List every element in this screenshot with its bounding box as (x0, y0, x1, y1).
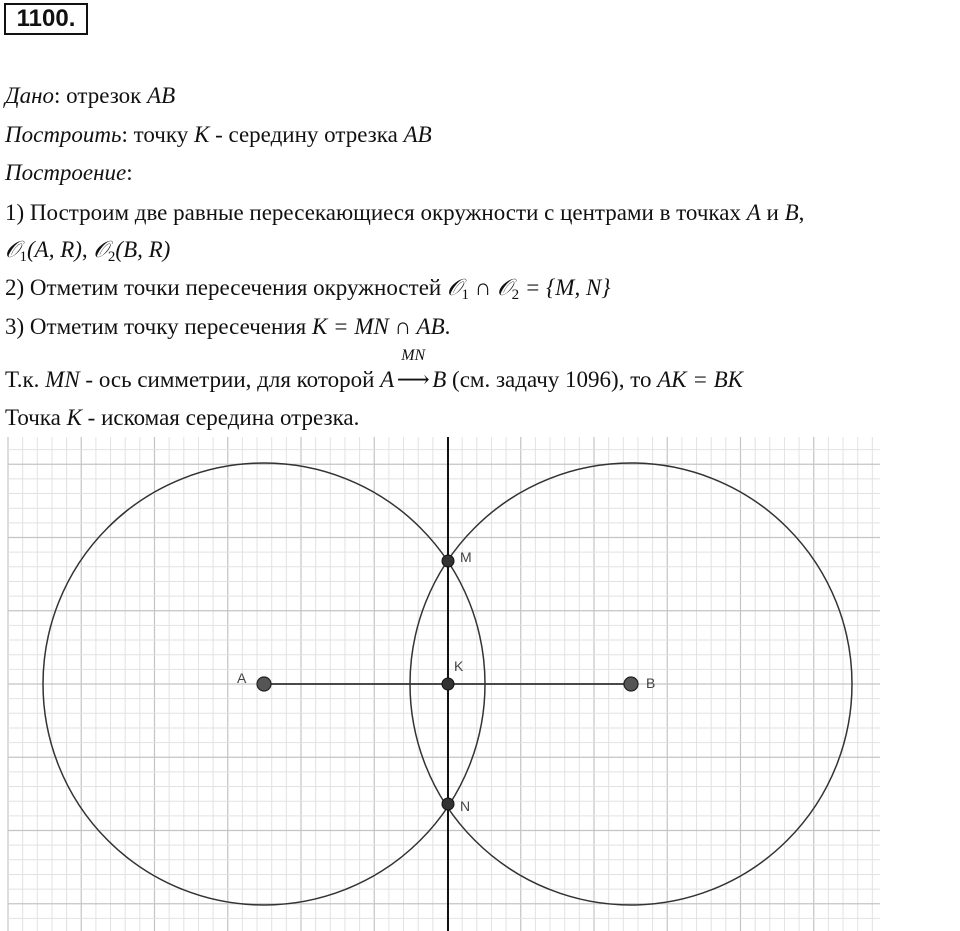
step3-dot: . (444, 314, 451, 339)
step1b-line (5, 236, 170, 264)
step1-text: 1) Построим две равные пересекающиеся окружности с центрами в точках (5, 200, 747, 225)
step2-line (5, 274, 611, 302)
construct-line (5, 121, 432, 149)
step2-o2: 𝒪 (497, 275, 512, 300)
step2-cap: ∩ (468, 275, 498, 300)
step1-and: и (760, 200, 785, 225)
given-label: Дано (5, 83, 55, 108)
symmetry-arrow-label: MN (401, 347, 426, 364)
reason-t1: Т.к. (5, 367, 46, 392)
construct-text2: - середину отрезка (209, 122, 404, 147)
point-k (442, 678, 454, 690)
symmetry-arrow-glyph: ⟶ (396, 367, 430, 392)
point-b (624, 677, 638, 691)
step2-text: 2) Отметим точки пересечения окружностей (5, 275, 447, 300)
conclusion-line (5, 404, 359, 432)
construction-colon: : (126, 160, 133, 185)
point-m (442, 555, 454, 567)
reason-b: B (432, 367, 447, 392)
construct-text1: : точку (121, 122, 194, 147)
label-k: K (454, 658, 464, 674)
construction-heading (5, 159, 133, 187)
reason-t2: - ось симметрии, для которой (79, 367, 381, 392)
conclusion-t2: - искомая середина отрезка. (81, 405, 360, 430)
problem-number: 1100. (4, 3, 88, 35)
reason-line (5, 347, 744, 394)
circles-separator: , (81, 237, 94, 262)
reason-mn: MN (45, 367, 80, 392)
step1-A: A (746, 200, 761, 225)
step1-B: B (784, 200, 799, 225)
construction-label: Построение (5, 160, 127, 185)
circle1-symbol: 𝒪 (5, 237, 20, 262)
construct-var1: K (193, 122, 210, 147)
reason-t3: (см. задачу 1096), то (446, 367, 658, 392)
circle1-args: (A, R) (27, 237, 82, 262)
step3-text: 3) Отметим точку пересечения (5, 314, 312, 339)
conclusion-k: K (66, 405, 82, 430)
construct-var2: AB (403, 122, 432, 147)
step3-expr: K = MN ∩ AB (311, 314, 445, 339)
conclusion-t1: Точка (5, 405, 67, 430)
given-text: : отрезок (54, 83, 148, 108)
step2-o2-sub: 2 (511, 287, 520, 303)
label-a: A (237, 670, 247, 686)
step3-line (5, 313, 450, 341)
given-var: AB (147, 83, 176, 108)
circle2-symbol: 𝒪 (93, 237, 108, 262)
step2-o1: 𝒪 (446, 275, 462, 300)
symmetry-arrow (394, 347, 432, 394)
circle1-subscript: 1 (19, 249, 27, 265)
label-n: N (460, 798, 471, 814)
construction-figure (0, 437, 960, 931)
construct-label: Построить (5, 122, 122, 147)
reason-eq: AK = BK (657, 367, 744, 392)
given-line (5, 82, 175, 110)
point-n (442, 798, 454, 810)
reason-a: A (380, 367, 395, 392)
step2-o1-sub: 1 (461, 287, 469, 303)
label-b: B (646, 675, 656, 691)
point-a (257, 677, 271, 691)
label-m: M (460, 549, 472, 565)
circle2-args: (B, R) (115, 237, 171, 262)
step1-line (5, 199, 804, 227)
step1-comma: , (798, 200, 805, 225)
step2-eq: = {M, N} (519, 275, 611, 300)
circle2-subscript: 2 (107, 249, 116, 265)
